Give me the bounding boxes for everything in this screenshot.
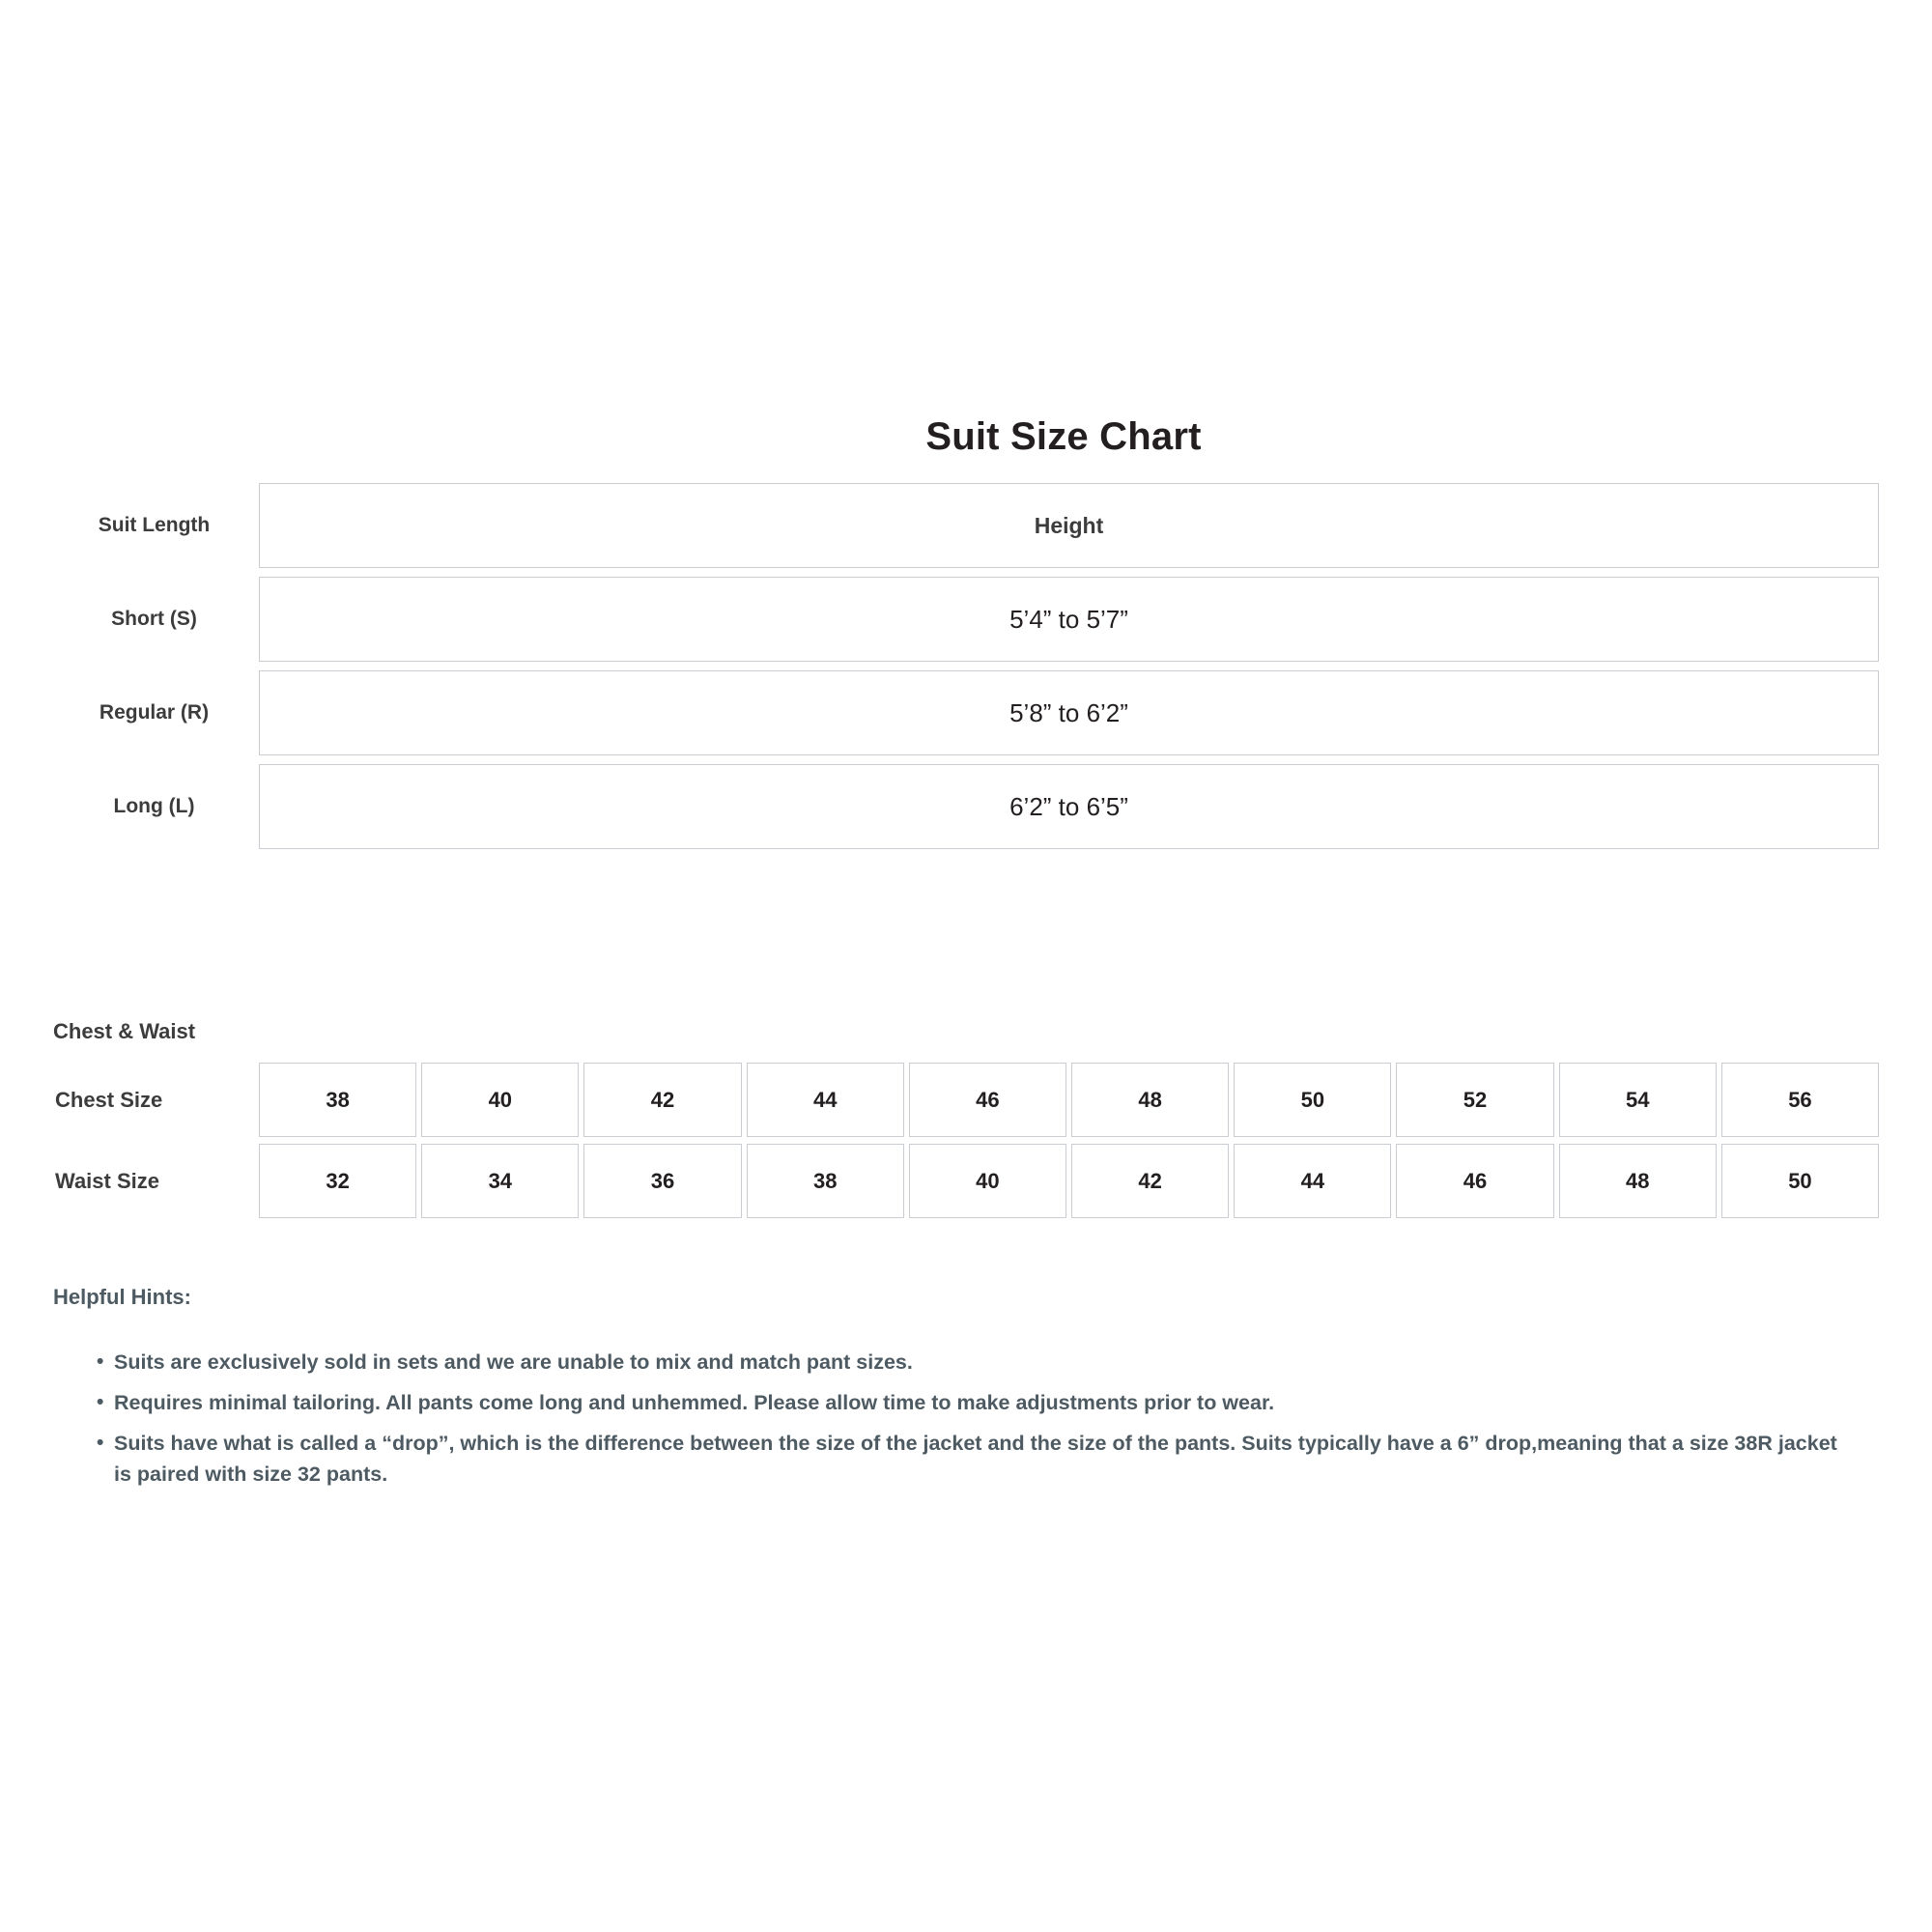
hint-text: Requires minimal tailoring. All pants come long and unhemmed. Please allow time to make adjustments prior to wear.	[114, 1391, 1275, 1415]
bullet-icon: •	[97, 1391, 104, 1414]
chest-size-cell: 46	[909, 1063, 1066, 1137]
list-item	[97, 1429, 1845, 1489]
hint-text: Suits have what is called a “drop”, which is the difference between the size of the jacket and the size of the pants. Suits typically have a 6” drop,meaning that a size 38R jacket is paired with size 32 pants.	[114, 1432, 1837, 1486]
waist-size-cell: 36	[583, 1144, 741, 1218]
height-header-cell: Height	[259, 483, 1879, 568]
chest-size-cell: 56	[1721, 1063, 1879, 1137]
chest-waist-heading: Chest & Waist	[53, 1019, 196, 1043]
chest-size-cell: 48	[1071, 1063, 1229, 1137]
waist-size-cell: 38	[747, 1144, 904, 1218]
waist-size-cell: 46	[1396, 1144, 1553, 1218]
page-title	[0, 415, 1932, 459]
table-row	[53, 764, 1879, 849]
waist-size-cells	[259, 1144, 1879, 1218]
helpful-hints-list	[97, 1348, 1845, 1500]
list-item	[97, 1388, 1845, 1418]
chest-size-cell: 38	[259, 1063, 416, 1137]
chest-size-cell: 52	[1396, 1063, 1553, 1137]
waist-size-cell: 40	[909, 1144, 1066, 1218]
suit-length-table	[53, 483, 1879, 858]
table-row	[53, 670, 1879, 755]
helpful-hints-heading: Helpful Hints:	[53, 1285, 191, 1309]
suit-length-header-label: Suit Length	[98, 514, 211, 536]
chest-size-cell: 42	[583, 1063, 741, 1137]
table-row	[53, 577, 1879, 662]
chest-waist-table	[53, 1063, 1879, 1225]
chest-size-cell: 54	[1559, 1063, 1717, 1137]
waist-size-cell: 44	[1234, 1144, 1391, 1218]
waist-size-cell: 50	[1721, 1144, 1879, 1218]
suit-length-label-short: Short (S)	[111, 608, 197, 630]
suit-length-label-regular: Regular (R)	[99, 701, 210, 724]
chest-size-cells	[259, 1063, 1879, 1137]
waist-size-label: Waist Size	[55, 1168, 159, 1193]
bullet-icon: •	[97, 1350, 104, 1373]
height-value-short: 5’4” to 5’7”	[259, 577, 1879, 662]
chest-size-cell: 40	[421, 1063, 579, 1137]
height-value-regular: 5’8” to 6’2”	[259, 670, 1879, 755]
hint-text: Suits are exclusively sold in sets and we are unable to mix and match pant sizes.	[114, 1350, 913, 1374]
bullet-icon: •	[97, 1432, 104, 1455]
chest-size-cell: 50	[1234, 1063, 1391, 1137]
chest-size-cell: 44	[747, 1063, 904, 1137]
waist-size-cell: 32	[259, 1144, 416, 1218]
waist-size-cell: 48	[1559, 1144, 1717, 1218]
list-item	[97, 1348, 1845, 1378]
suit-length-label-long: Long (L)	[113, 795, 195, 817]
height-value-long: 6’2” to 6’5”	[259, 764, 1879, 849]
waist-size-cell: 42	[1071, 1144, 1229, 1218]
waist-size-cell: 34	[421, 1144, 579, 1218]
waist-size-row	[53, 1144, 1879, 1218]
table-header-row	[53, 483, 1879, 568]
chest-size-row	[53, 1063, 1879, 1137]
page-title-text: Suit Size Chart	[925, 415, 1202, 458]
chest-size-label: Chest Size	[55, 1087, 163, 1112]
